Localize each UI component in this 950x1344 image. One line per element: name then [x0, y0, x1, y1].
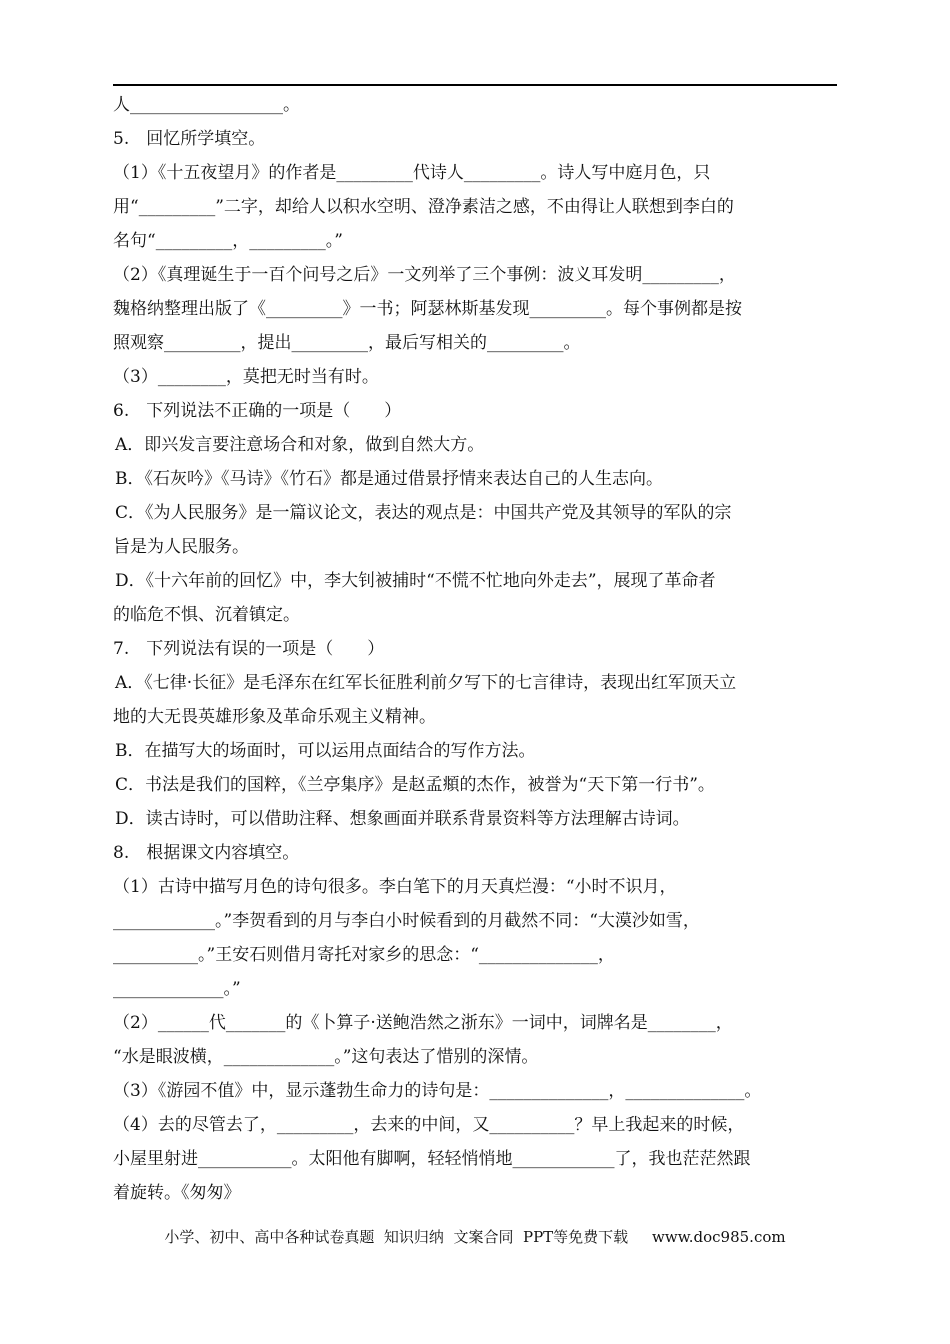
header-rule [113, 84, 837, 86]
text-line: 名句“_________，_________。” [113, 231, 343, 251]
option-d: D．读古诗时，可以借助注释、想象画面并联系背景资料等方法理解古诗词。 [115, 809, 690, 829]
text-line: （3）________，莫把无时当有时。 [113, 367, 379, 387]
text-line: _____________。” [113, 979, 241, 999]
text-line: 地的大无畏英雄形象及革命乐观主义精神。 [113, 707, 436, 727]
option-d: D．《十六年前的回忆》中，李大钊被捕时“不慌不忙地向外走去”，展现了革命者 [115, 571, 716, 591]
text-line: 的临危不惧、沉着镇定。 [113, 605, 300, 625]
text-line: ____________。”李贺看到的月与李白小时候看到的月截然不同：“大漠沙如雪， [113, 911, 700, 931]
text-line: “水是眼波横，_____________。”这句表达了惜别的深情。 [113, 1047, 539, 1067]
text-line: （1）《十五夜望月》的作者是_________代诗人_________。诗人写中庭月色，只 [113, 163, 711, 183]
document-body [113, 88, 837, 1210]
text-line: （2）______代_______的《卜算子·送鲍浩然之浙东》一词中，词牌名是________， [113, 1013, 733, 1033]
text-line: 着旋转。《匆匆》 [113, 1183, 241, 1203]
page-footer: 小学、初中、高中各种试卷真题 知识归纳 文案合同 PPT等免费下载 www.doc985.com [164, 1228, 786, 1246]
text-line: 人__________________。 [113, 95, 300, 115]
text-line: （4）去的尽管去了，_________，去来的中间，又__________？早上我起来的时候， [113, 1115, 745, 1135]
text-line: 照观察_________，提出_________，最后写相关的_________。 [113, 333, 581, 353]
question-8-heading: 8. 根据课文内容填空。 [113, 843, 300, 863]
text-line: 小屋里射进___________。太阳他有脚啊，轻轻悄悄地____________了，我也茫茫然跟 [113, 1149, 751, 1169]
option-c: C．《为人民服务》是一篇议论文，表达的观点是：中国共产党及其领导的军队的宗 [115, 503, 732, 523]
text-line: 旨是为人民服务。 [113, 537, 249, 557]
question-6-heading: 6. 下列说法不正确的一项是（ ） [113, 401, 402, 421]
question-5-heading: 5. 回忆所学填空。 [113, 129, 266, 149]
question-7-heading: 7. 下列说法有误的一项是（ ） [113, 639, 385, 659]
text-line: （2）《真理诞生于一百个问号之后》一文列举了三个事例：波义耳发明_________， [113, 265, 736, 285]
text-line: （3）《游园不值》中，显示蓬勃生命力的诗句是：______________，______________。 [113, 1081, 762, 1101]
text-line: 用“_________”二字，却给人以积水空明、澄净素洁之感，不由得让人联想到李白的 [113, 197, 734, 217]
text-line: 魏格纳整理出版了《_________》一书；阿瑟林斯基发现_________。每个事例都是按 [113, 299, 742, 319]
option-a: A．《七律·长征》是毛泽东在红军长征胜利前夕写下的七言律诗，表现出红军顶天立 [115, 673, 737, 693]
option-a: A．即兴发言要注意场合和对象，做到自然大方。 [115, 435, 485, 455]
text-line: （1）古诗中描写月色的诗句很多。李白笔下的月天真烂漫：“小时不识月， [113, 877, 677, 897]
text-line: __________。”王安石则借月寄托对家乡的思念：“______________， [113, 945, 615, 965]
option-b: B．《石灰吟》《马诗》《竹石》都是通过借景抒情来表达自己的人生志向。 [115, 469, 663, 489]
option-c: C．书法是我们的国粹，《兰亭集序》是赵孟頫的杰作，被誉为“天下第一行书”。 [115, 775, 715, 795]
option-b: B．在描写大的场面时，可以运用点面结合的写作方法。 [115, 741, 536, 761]
